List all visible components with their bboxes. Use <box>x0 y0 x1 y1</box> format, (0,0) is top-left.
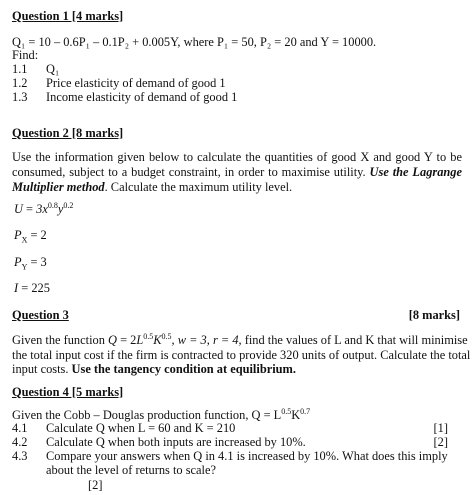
q4-l-exponent: 0.5 <box>281 406 292 416</box>
q2-price-y <box>14 255 47 272</box>
q3-line-3 <box>12 362 296 376</box>
utility-symbol: U <box>14 202 23 216</box>
q1-item-number: 1.1 <box>12 62 28 76</box>
q2-paragraph-end: . Calculate the maximum utility level. <box>104 180 293 194</box>
q3-line-3-start: input costs. <box>12 362 72 376</box>
q4-k-exponent: 0.7 <box>300 406 311 416</box>
q1-item-text: Price elasticity of demand of good 1 <box>46 76 226 90</box>
q4-item <box>12 449 462 463</box>
q1-item-text: Income elasticity of demand of good 1 <box>46 90 238 104</box>
q2-income <box>14 281 50 295</box>
utility-exponent-y: 0.2 <box>63 200 74 210</box>
q3-method-instruction: Use the tangency condition at equilibrium. <box>71 362 296 376</box>
q4-item <box>12 421 462 435</box>
price-symbol: P <box>14 255 22 269</box>
q1-heading: Question 1 [4 marks] <box>12 9 124 23</box>
q1-item-text: Q₁ <box>46 62 60 76</box>
q4-intro <box>12 408 310 422</box>
q1-equation: Q₁ = 10 – 0.6P₁ – 0.1P₂ + 0.005Y, where P₁ = 50, P₂ = 20 and Y = 10000. <box>12 35 377 49</box>
q4-k: K <box>291 408 301 422</box>
production-l-exponent: 0.5 <box>143 331 154 341</box>
income-symbol: I <box>14 281 19 295</box>
production-l: L <box>136 333 144 347</box>
q4-item-mark: [2] <box>433 435 448 449</box>
income-value: = 225 <box>21 281 50 295</box>
q4-item-number: 4.1 <box>12 421 28 435</box>
q1-find: Find: <box>12 48 39 62</box>
price-symbol: P <box>14 228 22 242</box>
q2-paragraph-text: Use the information given below to calculate the quantities of good X and good Y to be consumed, subject to a budget constraint, in order to maximise utility. <box>12 150 462 179</box>
q4-heading: Question 4 [5 marks] <box>12 385 124 399</box>
q2-paragraph <box>12 150 462 195</box>
price-value: = 2 <box>30 228 47 242</box>
utility-term-x: 3x <box>36 202 48 216</box>
q1-item <box>12 90 237 104</box>
price-value: = 3 <box>30 255 47 269</box>
production-coefficient: = 2 <box>116 333 137 347</box>
q2-heading: Question 2 [8 marks] <box>12 126 124 140</box>
production-k: K <box>153 333 162 347</box>
q4-item-text: Calculate Q when L = 60 and K = 210 <box>46 421 236 435</box>
q4-item-mark: [1] <box>433 421 448 435</box>
q3-line-1-end: find the values of L and K that will minimise <box>241 333 468 347</box>
q3-line-2: the total input cost if the firm is contracted to provide 320 units of output. Calculate the total <box>12 348 471 362</box>
price-subscript: X <box>21 235 28 245</box>
q4-intro-text: Given the Cobb – Douglas production function, Q = L <box>12 408 282 422</box>
utility-term-y: y <box>57 202 64 216</box>
q4-item-number: 4.2 <box>12 435 28 449</box>
utility-exponent-x: 0.8 <box>47 200 58 210</box>
q1-item <box>12 62 59 76</box>
q1-item-number: 1.2 <box>12 76 28 90</box>
q3-marks: [8 marks] <box>408 308 460 322</box>
production-q: Q <box>108 333 117 347</box>
q1-item-number: 1.3 <box>12 90 28 104</box>
q3-heading: Question 3 <box>12 308 69 322</box>
q4-item <box>12 435 462 449</box>
q2-method-instruction: Use the Lagrange Multiplier method <box>12 165 462 194</box>
production-k-exponent: 0.5 <box>161 331 172 341</box>
price-subscript: Y <box>21 262 28 272</box>
q4-item-3-mark: [2] <box>88 478 103 492</box>
q3-line-1 <box>12 333 468 347</box>
q4-item-text: Compare your answers when Q in 4.1 is increased by 10%. What does this imply <box>46 449 448 463</box>
production-params: , w = 3, r = 4, <box>171 333 242 347</box>
q4-item-3-continuation: about the level of returns to scale? <box>46 463 216 477</box>
q4-item-text: Calculate Q when both inputs are increased by 10%. <box>46 435 306 449</box>
q3-line-1-start: Given the function <box>12 333 109 347</box>
q1-item <box>12 76 226 90</box>
q4-item-number: 4.3 <box>12 449 28 463</box>
q2-price-x <box>14 228 47 245</box>
q2-utility-function: $U = 3x^{0.8}y^{0.2}$ <box>14 200 74 216</box>
